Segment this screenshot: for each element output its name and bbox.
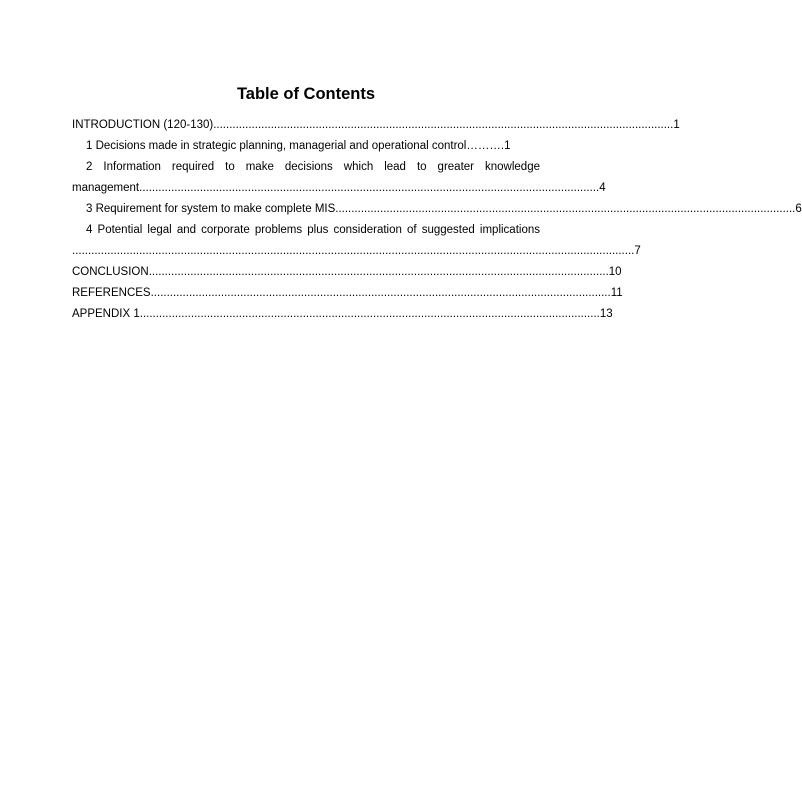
toc-entry-text-line1: 4 Potential legal and corporate problems plus consideration of suggested implications [86, 224, 540, 236]
toc-page-number: 1 [504, 140, 511, 152]
toc-leader: ................................................................................................................................................ [139, 308, 600, 320]
toc-entry-introduction[interactable] [72, 115, 680, 136]
toc-page-number: 10 [608, 266, 622, 278]
table-of-contents [72, 115, 802, 325]
toc-entry-requirement[interactable] [72, 199, 802, 220]
toc-page-number: 13 [599, 308, 613, 320]
toc-page-number: 7 [634, 245, 641, 257]
toc-entry-text: management [72, 182, 140, 194]
toc-entry-text: CONCLUSION [72, 266, 149, 278]
toc-leader: ................................................................................................................................................ [139, 182, 600, 194]
toc-leader: ………. [466, 140, 505, 152]
toc-page-number: 1 [673, 119, 680, 131]
toc-entry-text: INTRODUCTION (120-130) [72, 119, 214, 131]
toc-entry-text: 1 Decisions made in strategic planning, managerial and operational control [86, 140, 467, 152]
toc-entry-text-line1: 2 Information required to make decisions which lead to greater knowledge [86, 161, 540, 173]
toc-leader: ................................................................................................................................................ [335, 203, 796, 215]
toc-entry-line2 [72, 178, 606, 199]
toc-entry-line2 [72, 241, 641, 262]
toc-entry-conclusion[interactable] [72, 262, 622, 283]
toc-entry-text: REFERENCES [72, 287, 151, 299]
toc-page-number: 6 [795, 203, 802, 215]
toc-entry-references[interactable] [72, 283, 623, 304]
toc-page-number: 11 [610, 287, 623, 299]
toc-entry-decisions[interactable] [72, 136, 540, 157]
toc-entry-information[interactable] [72, 157, 606, 199]
toc-title: Table of Contents [236, 85, 376, 103]
toc-entry-text: APPENDIX 1 [72, 308, 140, 320]
toc-page-number: 4 [599, 182, 606, 194]
toc-entry-legal[interactable] [72, 220, 641, 262]
toc-leader: ................................................................................................................................................ [148, 266, 609, 278]
toc-entry-appendix[interactable] [72, 304, 613, 325]
toc-leader: ................................................................................................................................................................................ [72, 245, 635, 257]
toc-leader: ................................................................................................................................................ [213, 119, 674, 131]
toc-leader: ................................................................................................................................................ [150, 287, 611, 299]
toc-entry-text: 3 Requirement for system to make complete MIS [86, 203, 336, 215]
